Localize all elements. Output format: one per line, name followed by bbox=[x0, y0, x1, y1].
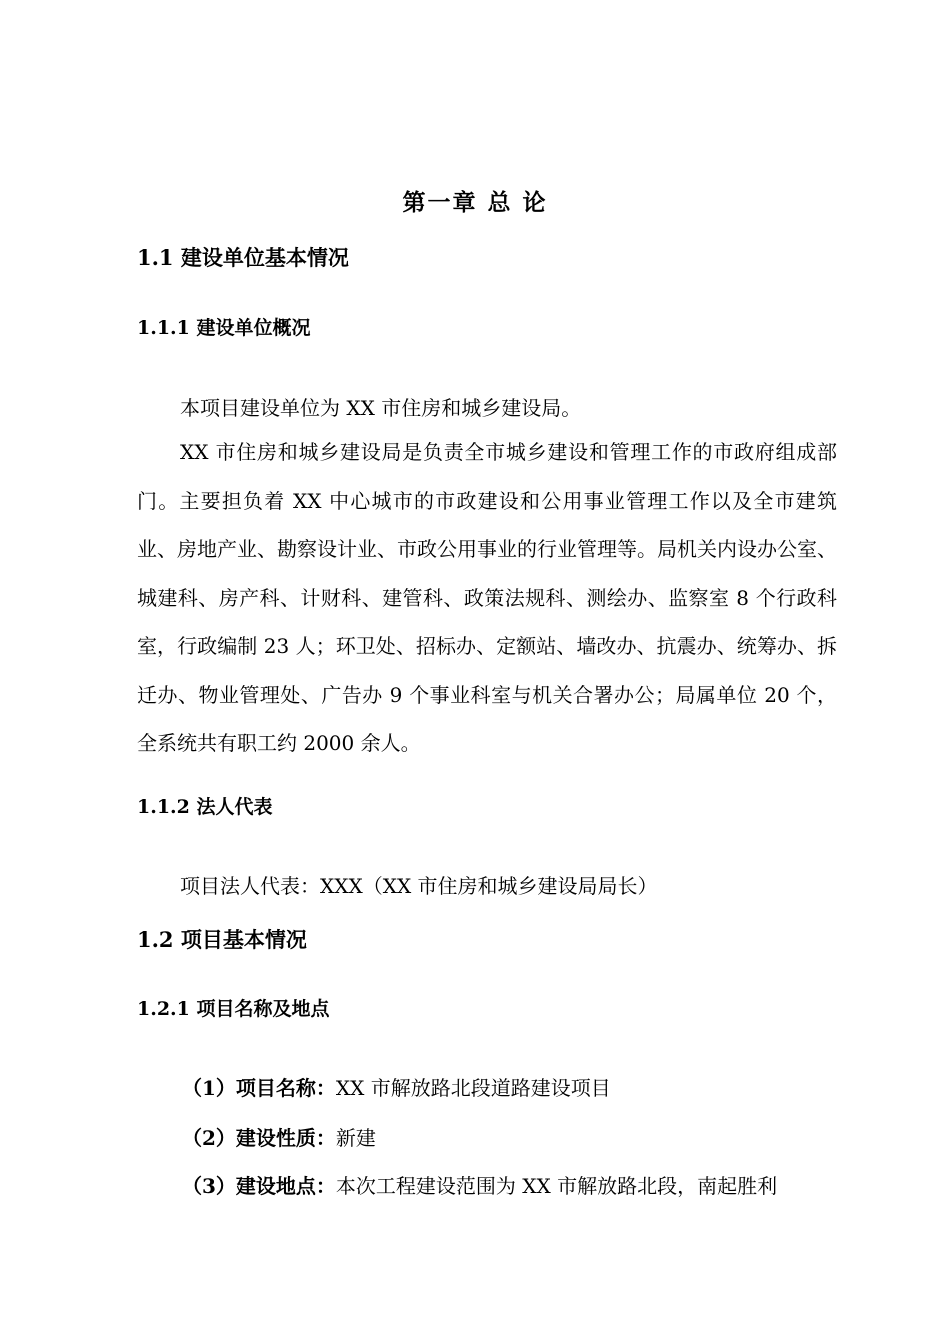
item-label: （1）项目名称： bbox=[182, 1076, 336, 1100]
paragraph-bureau-overview: XX 市住房和城乡建设局是负责全市城乡建设和管理工作的市政府组成部门。主要担负着 XX 中心城市的市政建设和公用事业管理工作以及全市建筑业、房地产业、勘察设计业、市政公用事业的行业管理等。局机关内设办公室、城建科、房产科、计财科、建管科、政策法规科、测绘办、监察室 8 个行政科室，行政编制 23 人；环卫处、招标办、定额站、墙改办、抗震办、统筹办、拆迁办、物业管理处、广告办 9 个事业科室与机关合署办公；局属单位 20 个，全系统共有职工约 2000 余人。 bbox=[137, 440, 837, 755]
item-value: XX 市解放路北段道路建设项目 bbox=[335, 1076, 611, 1100]
list-item-construction-nature bbox=[182, 1122, 376, 1151]
item-label: （3）建设地点： bbox=[182, 1174, 336, 1198]
subsection-heading-1-1-1: 1.1.1 建设单位概况 bbox=[137, 317, 311, 339]
subsection-heading-1-2-1: 1.2.1 项目名称及地点 bbox=[137, 998, 330, 1020]
item-value: 新建 bbox=[335, 1126, 376, 1150]
chapter-title: 第一章 总 论 bbox=[402, 189, 548, 216]
item-value: 本次工程建设范围为 XX 市解放路北段，南起胜利 bbox=[335, 1174, 778, 1198]
section-heading-1-2: 1.2 项目基本情况 bbox=[137, 927, 307, 952]
paragraph-legal-representative: 项目法人代表：XXX（XX 市住房和城乡建设局局长） bbox=[180, 874, 658, 898]
subsection-heading-1-1-2: 1.1.2 法人代表 bbox=[137, 796, 273, 818]
item-label: （2）建设性质： bbox=[182, 1126, 336, 1150]
list-item-project-name bbox=[182, 1072, 611, 1101]
list-item-construction-location bbox=[182, 1170, 777, 1199]
section-heading-1-1: 1.1 建设单位基本情况 bbox=[137, 245, 349, 270]
paragraph-construction-unit: 本项目建设单位为 XX 市住房和城乡建设局。 bbox=[180, 396, 582, 420]
